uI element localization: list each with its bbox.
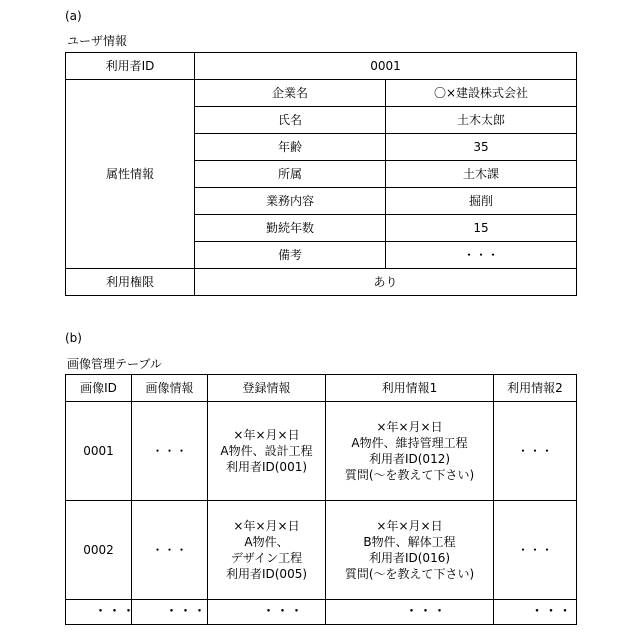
permission-label: 利用権限 [66,269,195,296]
attribute-value: 土木太郎 [386,107,577,134]
usage-line: ×年×月×日 [326,518,493,534]
continuation-cell: ・・・ [132,600,208,625]
registration-line: ×年×月×日 [208,518,325,534]
usage-line: B物件、解体工程 [326,534,493,550]
table-row [66,80,577,107]
attribute-key: 企業名 [195,80,386,107]
attribute-value: 15 [386,215,577,242]
section-b-label: (b) [65,331,82,345]
continuation-cell: ・・・ [208,600,326,625]
image-info-cell: ・・・ [132,501,208,600]
table-header-row [66,375,577,402]
usage-line: A物件、維持管理工程 [326,435,493,451]
column-header: 登録情報 [208,375,326,402]
table-row [66,402,577,501]
registration-line: A物件、 [208,534,325,550]
attribute-value: 掘削 [386,188,577,215]
attribute-info-label: 属性情報 [66,80,195,269]
attribute-value: 土木課 [386,161,577,188]
column-header: 画像情報 [132,375,208,402]
image-management-table [65,374,577,625]
usage-line: 利用者ID(016) [326,550,493,566]
user-id-label: 利用者ID [66,53,195,80]
registration-line: A物件、設計工程 [208,443,325,459]
registration-line: 利用者ID(005) [208,566,325,582]
image-id-cell: 0001 [66,402,132,501]
usage-line: 質問(～を教えて下さい) [326,467,493,483]
attribute-value: ・・・ [386,242,577,269]
section-a-label: (a) [65,9,82,23]
usage2-cell: ・・・ [494,402,577,501]
attribute-key: 所属 [195,161,386,188]
attribute-key: 備考 [195,242,386,269]
registration-cell [208,501,326,600]
permission-value: あり [195,269,577,296]
registration-line: ×年×月×日 [208,427,325,443]
usage2-cell: ・・・ [494,501,577,600]
table-row [66,53,577,80]
column-header: 画像ID [66,375,132,402]
usage-line: 利用者ID(012) [326,451,493,467]
continuation-cell: ・・・ [494,600,577,625]
registration-cell [208,402,326,501]
image-info-cell: ・・・ [132,402,208,501]
continuation-cell: ・・・ [66,600,132,625]
registration-line: デザイン工程 [208,550,325,566]
attribute-key: 勤続年数 [195,215,386,242]
registration-line: 利用者ID(001) [208,459,325,475]
column-header: 利用情報2 [494,375,577,402]
table-row [66,501,577,600]
usage-line: 質問(～を教えて下さい) [326,566,493,582]
usage1-cell [326,402,494,501]
table-row [66,269,577,296]
attribute-key: 氏名 [195,107,386,134]
attribute-key: 業務内容 [195,188,386,215]
image-table-title: 画像管理テーブル [67,357,162,371]
image-id-cell: 0002 [66,501,132,600]
usage1-cell [326,501,494,600]
user-info-table [65,52,577,296]
attribute-value: 35 [386,134,577,161]
user-info-title: ユーザ情報 [67,34,127,48]
column-header: 利用情報1 [326,375,494,402]
continuation-cell: ・・・ [326,600,494,625]
usage-line: ×年×月×日 [326,419,493,435]
attribute-key: 年齢 [195,134,386,161]
user-id-value: 0001 [195,53,577,80]
attribute-value: 〇×建設株式会社 [386,80,577,107]
table-row-continuation [66,600,577,625]
